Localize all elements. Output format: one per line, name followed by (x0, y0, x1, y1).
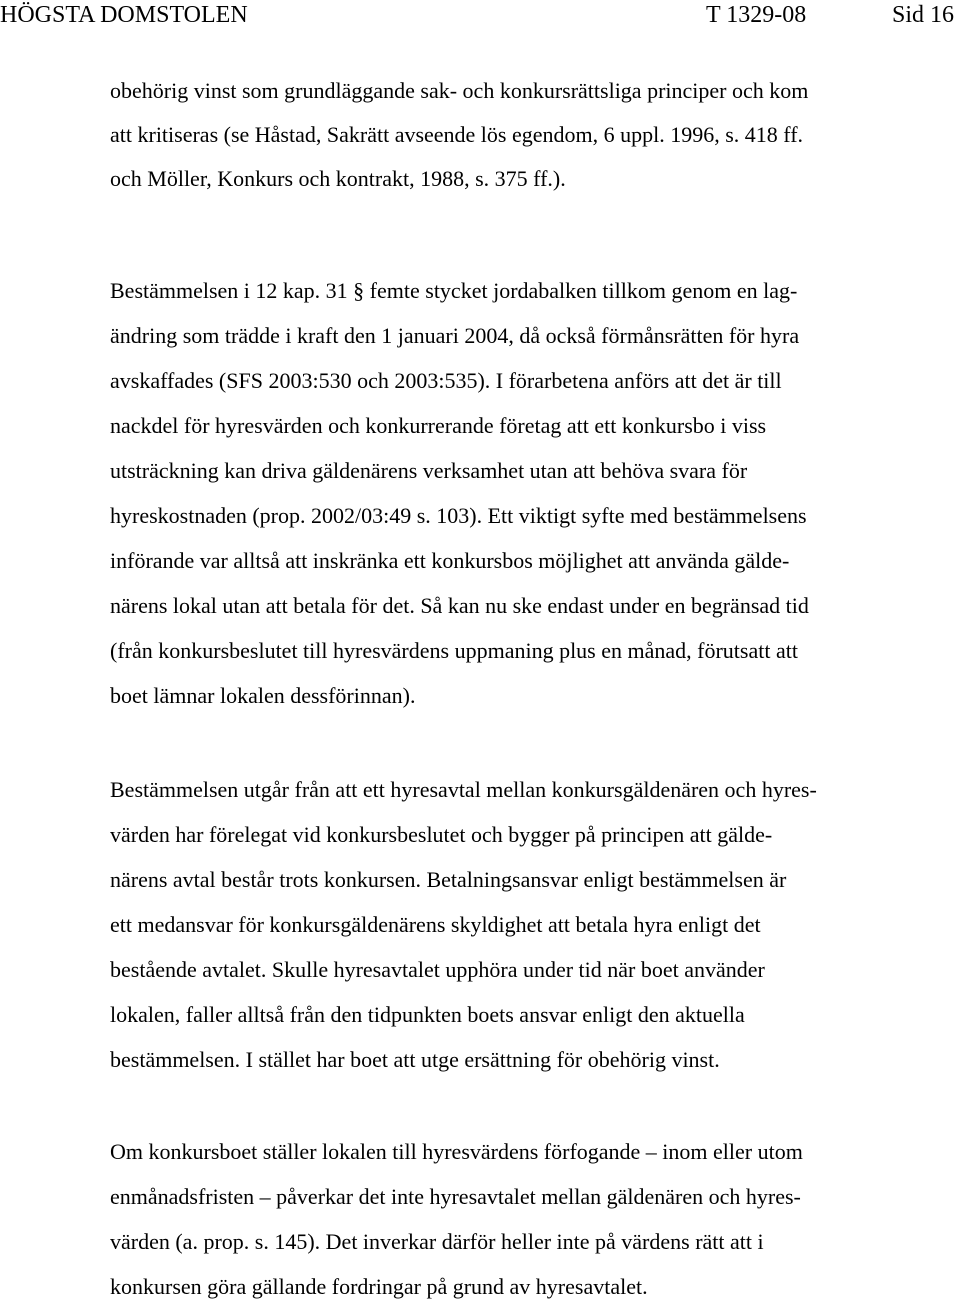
text-line: Bestämmelsen i 12 kap. 31 § femte stycket jordabalken tillkom genom en lag- (110, 278, 798, 303)
text-line: Bestämmelsen utgår från att ett hyresavtal mellan konkursgäldenären och hyres- (110, 777, 817, 802)
text-line: boet lämnar lokalen dessförinnan). (110, 683, 416, 708)
text-line: ändring som trädde i kraft den 1 januari 2004, då också förmånsrätten för hyra (110, 323, 800, 348)
text-line: avskaffades (SFS 2003:530 och 2003:535). I förarbetena anförs att det är till (110, 368, 782, 393)
page-number: Sid 16 (891, 2, 954, 28)
court-name: HÖGSTA DOMSTOLEN (0, 2, 248, 28)
text-line: nackdel för hyresvärden och konkurrerande företag att ett konkursbo i viss (110, 413, 767, 438)
text-line: värden (a. prop. s. 145). Det inverkar därför heller inte på värdens rätt att i (110, 1229, 764, 1254)
text-line: närens lokal utan att betala för det. Så kan nu ske endast under en begränsad tid (110, 593, 809, 618)
text-line: (från konkursbeslutet till hyresvärdens uppmaning plus en månad, förutsatt att (110, 638, 798, 663)
text-line: konkursen göra gällande fordringar på grund av hyresavtalet. (110, 1274, 648, 1299)
paragraph-2 (110, 268, 960, 718)
text-line: lokalen, faller alltså från den tidpunkten boets ansvar enligt den aktuella (110, 1002, 745, 1027)
text-line: utsträckning kan driva gäldenärens verksamhet utan att behöva svara för (110, 458, 748, 483)
text-line: enmånadsfristen – påverkar det inte hyresavtalet mellan gäldenären och hyres- (110, 1184, 801, 1209)
page-header (0, 0, 960, 30)
paragraph-1 (110, 69, 960, 201)
case-number: T 1329-08 (706, 2, 807, 28)
text-line: införande var alltså att inskränka ett konkursbos möjlighet att använda gälde- (110, 548, 790, 573)
text-line: hyreskostnaden (prop. 2002/03:49 s. 103). Ett viktigt syfte med bestämmelsens (110, 503, 807, 528)
paragraph-4 (110, 1129, 960, 1309)
paragraph-3 (110, 767, 960, 1082)
text-line: värden har förelegat vid konkursbeslutet och bygger på principen att gälde- (110, 822, 773, 847)
text-line: och Möller, Konkurs och kontrakt, 1988, s. 375 ff.). (110, 166, 566, 191)
text-line: ett medansvar för konkursgäldenärens skyldighet att betala hyra enligt det (110, 912, 761, 937)
text-line: bestående avtalet. Skulle hyresavtalet upphöra under tid när boet använder (110, 957, 765, 982)
text-line: Om konkursboet ställer lokalen till hyresvärdens förfogande – inom eller utom (110, 1139, 803, 1164)
text-line: att kritiseras (se Håstad, Sakrätt avseende lös egendom, 6 uppl. 1996, s. 418 ff. (110, 122, 804, 147)
text-line: obehörig vinst som grundläggande sak- och konkursrättsliga principer och kom (110, 78, 809, 103)
text-line: närens avtal består trots konkursen. Betalningsansvar enligt bestämmelsen är (110, 867, 787, 892)
text-line: bestämmelsen. I stället har boet att utge ersättning för obehörig vinst. (110, 1047, 720, 1072)
